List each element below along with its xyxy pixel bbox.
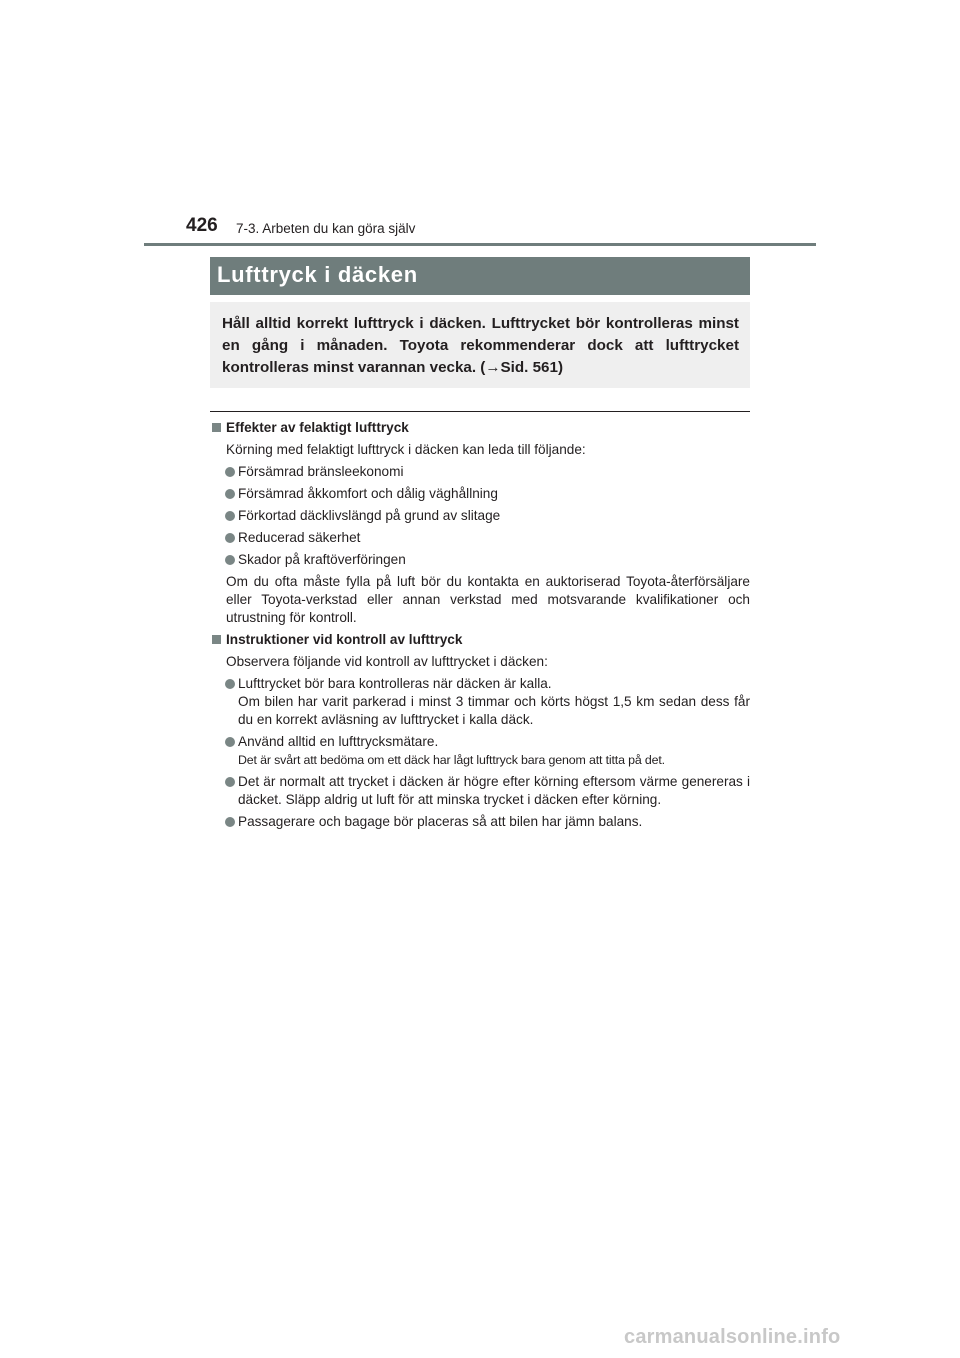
subsection-heading: [211, 419, 750, 437]
list-item: [211, 551, 750, 569]
bullet-dot-icon: [225, 555, 235, 565]
trailing-paragraph: Om du ofta måste fylla på luft bör du kontakta en auktoriserad Toyota-återförsäljare eller Toyota-verkstad eller annan verkstad med motsvarande kvalifikationer och utrustning för kontroll.: [226, 574, 750, 625]
square-bullet-icon: [212, 423, 221, 432]
bullet-dot-icon: [225, 737, 235, 747]
bullet-dot-icon: [225, 511, 235, 521]
list-item: [211, 507, 750, 525]
subsection-heading-text: Effekter av felaktigt lufttryck: [226, 420, 409, 435]
bullet-dot-icon: [225, 489, 235, 499]
section-title-bar: [210, 257, 750, 295]
list-item-text: Lufttrycket bör bara kontrolleras när däcken är kalla.: [238, 676, 552, 691]
watermark: carmanualsonline.info: [624, 1326, 841, 1348]
list-item-text: Det är normalt att trycket i däcken är högre efter körning eftersom värme genereras i däcket. Släpp aldrig ut luft för att minska trycket i däcken efter körning.: [238, 774, 750, 807]
list-item: [211, 773, 750, 809]
list-item-text: Skador på kraftöverföringen: [238, 552, 406, 567]
lead-paragraph: Observera följande vid kontroll av lufttrycket i däcken:: [226, 654, 548, 669]
list-item-text: Försämrad bränsleekonomi: [238, 464, 404, 479]
bullet-dot-icon: [225, 817, 235, 827]
list-item-detail: Om bilen har varit parkerad i minst 3 timmar och körts högst 1,5 km sedan dess får du en korrekt avläsning av lufttrycket i kalla däck.: [238, 694, 750, 727]
intro-text: Håll alltid korrekt lufttryck i däcken. Lufttrycket bör kontrolleras minst en gång i månaden. Toyota rekommenderar dock att lufttrycket kontrolleras minst varannan vecka. (→Sid. 561): [222, 315, 739, 376]
list-item-text: Försämrad åkkomfort och dålig väghållning: [238, 486, 498, 501]
subsection-heading: [211, 631, 750, 649]
list-item-detail: Det är svårt att bedöma om ett däck har lågt lufttryck bara genom att titta på det.: [238, 753, 665, 767]
intro-box: [210, 302, 750, 388]
list-item: [211, 485, 750, 503]
bullet-dot-icon: [225, 533, 235, 543]
square-bullet-icon: [212, 635, 221, 644]
list-item-text: Reducerad säkerhet: [238, 530, 361, 545]
list-item-text: Passagerare och bagage bör placeras så att bilen har jämn balans.: [238, 814, 643, 829]
bullet-dot-icon: [225, 777, 235, 787]
list-item: [211, 813, 750, 831]
header-rule: [144, 243, 816, 246]
list-item-text: Förkortad däcklivslängd på grund av slitage: [238, 508, 501, 523]
section-divider: [210, 411, 750, 412]
page-number: 426: [186, 215, 218, 236]
page-content: [211, 419, 750, 835]
list-item: [211, 463, 750, 481]
lead-paragraph: Körning med felaktigt lufttryck i däcken kan leda till följande:: [226, 442, 586, 457]
list-item: [211, 675, 750, 729]
list-item: [211, 733, 750, 769]
chapter-title: 7-3. Arbeten du kan göra själv: [236, 221, 416, 236]
list-item-text: Använd alltid en lufttrycksmätare.: [238, 734, 439, 749]
subsection-heading-text: Instruktioner vid kontroll av lufttryck: [226, 632, 463, 647]
list-item: [211, 529, 750, 547]
section-title: Lufttryck i däcken: [217, 262, 418, 287]
bullet-dot-icon: [225, 679, 235, 689]
bullet-dot-icon: [225, 467, 235, 477]
